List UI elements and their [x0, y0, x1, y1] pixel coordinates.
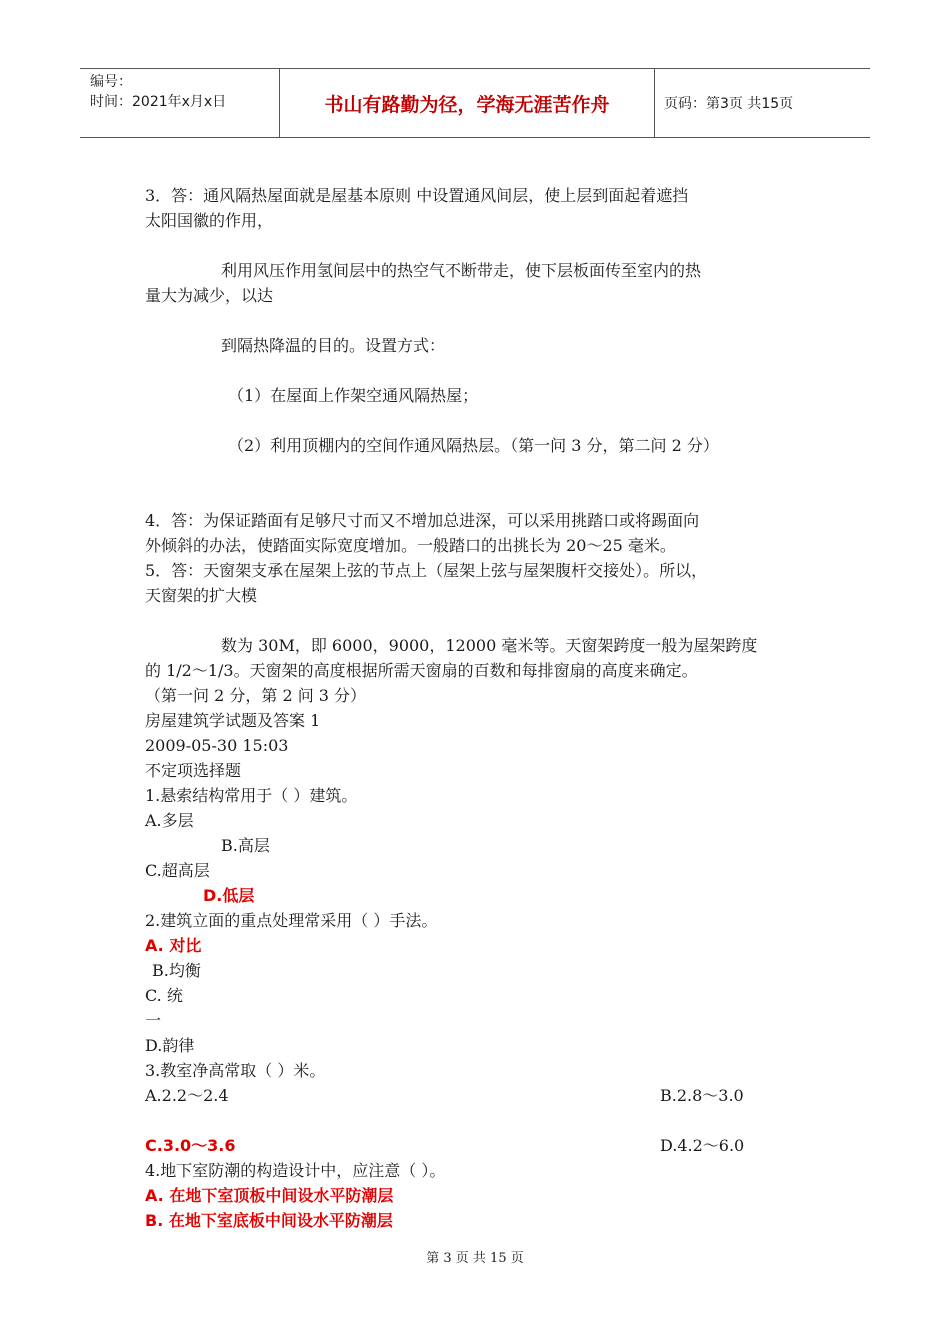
- q2-option-c: C. 统: [145, 986, 183, 1005]
- answer-5-line-2: 天窗架的扩大模: [145, 586, 258, 605]
- q2-option-b: B.均衡: [152, 961, 201, 980]
- q3-option-c-answer: C.3.0～3.6: [145, 1136, 236, 1155]
- header-page-number: 页码：第3页 共15页: [664, 96, 794, 112]
- page-header: [80, 68, 870, 138]
- q1-option-a: A.多层: [145, 811, 194, 830]
- answer-3-item-1: （1）在屋面上作架空通风隔热屋；: [228, 386, 479, 405]
- answer-3-line-2: 太阳国徽的作用，: [145, 211, 274, 230]
- answer-5-line-1: 5．答：天窗架支承在屋架上弦的节点上（屋架上弦与屋架腹杆交接处）。所以，: [145, 561, 708, 580]
- number-label: 编号：: [90, 74, 132, 90]
- section-heading: 不定项选择题: [145, 761, 242, 780]
- header-meta: [80, 69, 280, 137]
- page-footer: 第 3 页 共 15 页: [426, 1251, 524, 1266]
- answer-3-line-3: 利用风压作用氢间层中的热空气不断带走，使下层板面传至室内的热: [221, 261, 702, 280]
- q2-option-d: D.韵律: [145, 1036, 195, 1055]
- answer-3-line-5: 到隔热降温的目的。设置方式：: [221, 336, 446, 355]
- header-motto: 书山有路勤为径，学海无涯苦作舟: [280, 69, 655, 137]
- answer-3-line-4: 量大为减少，以达: [145, 286, 274, 305]
- q3-option-b: B.2.8～3.0: [660, 1086, 744, 1105]
- doc-date: 2009-05-30 15:03: [145, 736, 289, 755]
- doc-title: 房屋建筑学试题及答案 1: [145, 711, 321, 730]
- answer-5-line-4: 的 1/2～1/3。天窗架的高度根据所需天窗扇的百数和每排窗扇的高度来确定。: [145, 661, 698, 680]
- q4-option-b-answer: B. 在地下室底板中间设水平防潮层: [145, 1211, 393, 1230]
- q4-option-a-answer: A. 在地下室顶板中间设水平防潮层: [145, 1186, 394, 1205]
- q1-option-b: B.高层: [221, 836, 270, 855]
- q3-option-a: A.2.2～2.4: [145, 1086, 229, 1105]
- q1-option-c: C.超高层: [145, 861, 210, 880]
- q2-option-a-answer: A. 对比: [145, 936, 202, 955]
- answer-4-line-1: 4．答：为保证踏面有足够尺寸而又不增加总进深，可以采用挑踏口或将踢面向: [145, 511, 700, 530]
- question-2: 2.建筑立面的重点处理常采用（ ）手法。: [145, 911, 438, 930]
- question-1: 1.悬索结构常用于（ ）建筑。: [145, 786, 358, 805]
- answer-4-line-2: 外倾斜的办法，使踏面实际宽度增加。一般踏口的出挑长为 20～25 毫米。: [145, 536, 676, 555]
- date-label: 时间：2021年x月x日: [90, 94, 227, 110]
- answer-5-line-5: （第一问 2 分，第 2 问 3 分）: [145, 686, 367, 705]
- answer-3-item-2: （2）利用顶棚内的空间作通风隔热层。（第一问 3 分，第二问 2 分）: [228, 436, 719, 455]
- q1-option-d-answer: D.低层: [203, 886, 255, 905]
- answer-3-line-1: 3．答：通风隔热屋面就是屋基本原则 中设置通风间层，使上层到面起着遮挡: [145, 186, 689, 205]
- answer-5-line-3: 数为 30M，即 6000，9000，12000 毫米等。天窗架跨度一般为屋架跨度: [221, 636, 758, 655]
- q3-option-d: D.4.2～6.0: [660, 1136, 745, 1155]
- question-3: 3.教室净高常取（ ）米。: [145, 1061, 326, 1080]
- q2-option-c-cont: 一: [145, 1011, 162, 1030]
- question-4: 4.地下室防潮的构造设计中，应注意（ ）。: [145, 1161, 446, 1180]
